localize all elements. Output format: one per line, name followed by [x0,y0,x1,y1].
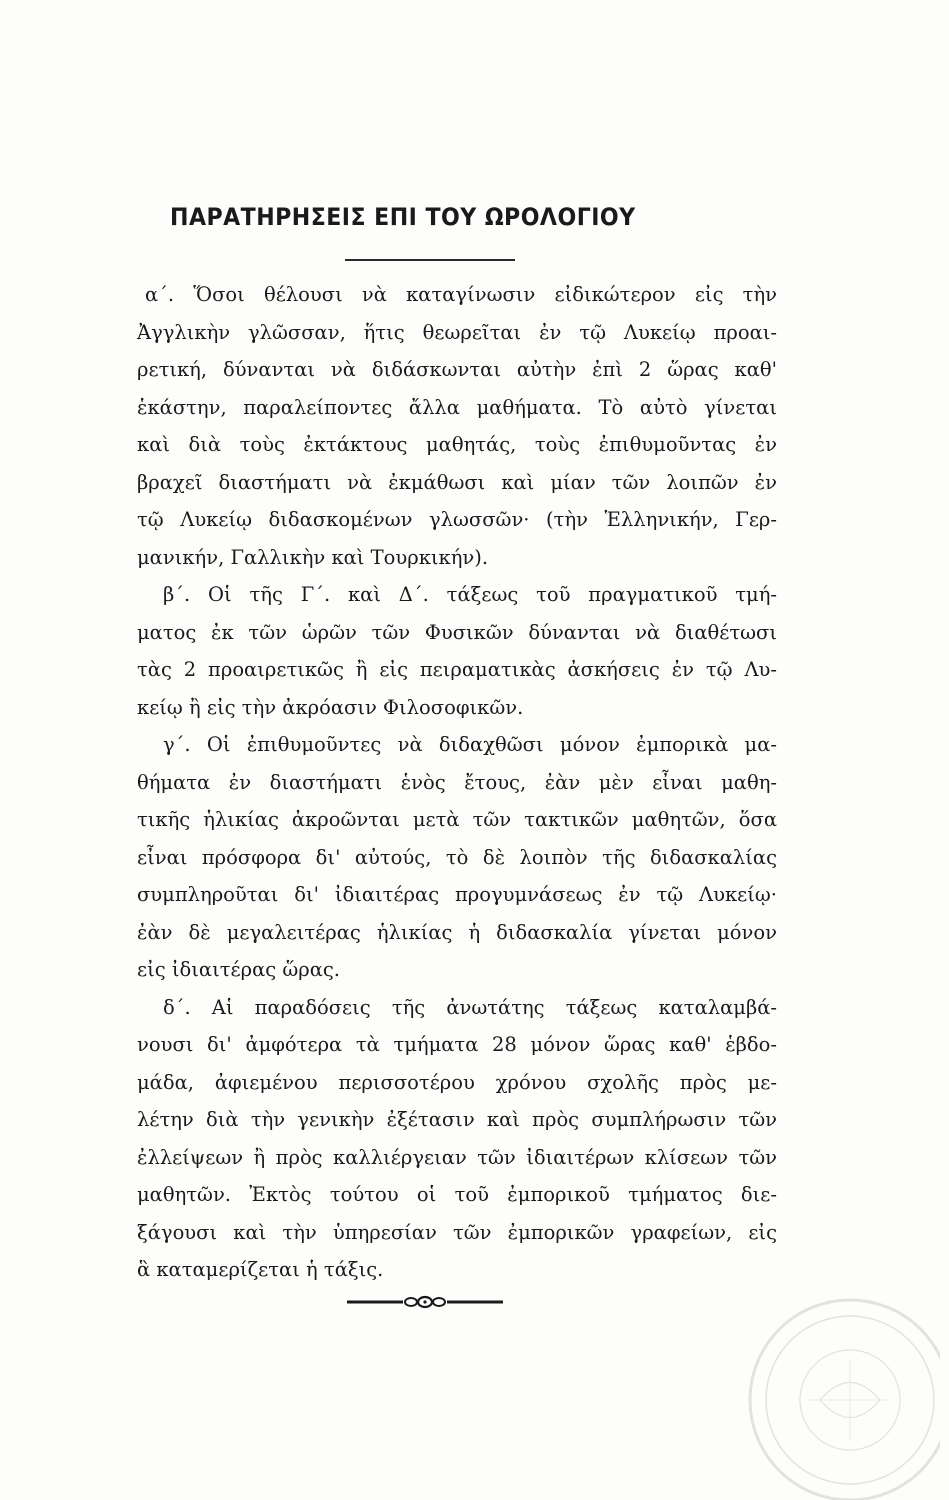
text-line: β΄. Οἱ τῆς Γ΄. καὶ Δ΄. τάξεως τοῦ πραγματικοῦ τμή- [163,583,777,606]
text-line: συμπληροῦται δι' ἰδιαιτέρας προγυμνάσεως ἐν τῷ Λυκείῳ· [137,883,777,906]
text-line: ἐὰν δὲ μεγαλειτέρας ἡλικίας ἡ διδασκαλία γίνεται μόνον [137,920,777,944]
text-line: ἑκάστην, παραλείποντες ἄλλα μαθήματα. Τὸ αὐτὸ γίνεται [137,395,777,419]
paragraph-alpha [137,276,777,576]
text-line: εἶναι πρόσφορα δι' αὐτούς, τὸ δὲ λοιπὸν τῆς διδασκαλίας [137,845,777,869]
text-line: τικῆς ἡλικίας ἀκροῶνται μετὰ τῶν τακτικῶν μαθητῶν, ὅσα [137,808,777,831]
library-seal-watermark [700,1270,940,1500]
title-rule [345,259,515,261]
text-line: δ΄. Αἱ παραδόσεις τῆς ἀνωτάτης τάξεως καταλαμβά- [163,995,777,1019]
text-line: εἰς ἰδιαιτέρας ὥρας. [137,958,341,981]
page-title: ΠΑΡΑΤΗΡΗΣΕΙΣ ΕΠΙ ΤΟΥ ΩΡΟΛΟΓΙΟΥ [170,203,636,231]
text-line: ἐλλείψεων ἢ πρὸς καλλιέργειαν τῶν ἰδιαιτέρων κλίσεων τῶν [137,1145,777,1169]
text-line: Ἀγγλικὴν γλῶσσαν, ἥτις θεωρεῖται ἐν τῷ Λυκείῳ προαι- [137,320,777,344]
text-line: ἃ καταμερίζεται ἡ τάξις. [137,1258,384,1281]
text-line: μανικήν, Γαλλικὴν καὶ Τουρκικήν). [137,545,489,569]
text-line: καὶ διὰ τοὺς ἐκτάκτους μαθητάς, τοὺς ἐπιθυμοῦντας ἐν [137,433,777,456]
text-line: α΄. Ὅσοι θέλουσι νὰ καταγίνωσιν εἰδικώτερον εἰς τὴν [145,283,777,306]
paragraph-gamma [137,726,777,989]
text-line: ξάγουσι καὶ τὴν ὑπηρεσίαν τῶν ἐμπορικῶν γραφείων, εἰς [137,1220,777,1244]
text-line: θήματα ἐν διαστήματι ἑνὸς ἔτους, ἐὰν μὲν εἶναι μαθη- [137,770,777,794]
text-line: ματος ἐκ τῶν ὡρῶν τῶν Φυσικῶν δύνανται νὰ διαθέτωσι [137,620,777,644]
text-line: λέτην διὰ τὴν γενικὴν ἐξέτασιν καὶ πρὸς συμπλήρωσιν τῶν [137,1108,777,1131]
paragraph-beta [137,576,777,726]
text-line: βραχεῖ διαστήματι νὰ ἐκμάθωσι καὶ μίαν τῶν λοιπῶν ἐν [137,470,777,494]
text-line: μαθητῶν. Ἐκτὸς τούτου οἱ τοῦ ἐμπορικοῦ τμήματος διε- [137,1183,777,1206]
paragraph-delta [137,989,777,1289]
text-line: γ΄. Οἱ ἐπιθυμοῦντες νὰ διδαχθῶσι μόνον ἐμπορικὰ μα- [163,733,777,756]
text-line: κείῳ ἢ εἰς τὴν ἀκρόασιν Φιλοσοφικῶν. [137,695,524,719]
text-line: νουσι δι' ἀμφότερα τὰ τμήματα 28 μόνον ὥρας καθ' ἑβδο- [137,1033,777,1056]
ornament-divider [345,1290,505,1314]
body-text [137,276,777,1289]
text-line: τῷ Λυκείῳ διδασκομένων γλωσσῶν· (τὴν Ἑλληνικήν, Γερ- [137,508,777,531]
text-line: τὰς 2 προαιρετικῶς ἢ εἰς πειραματικὰς ἀσκήσεις ἐν τῷ Λυ- [137,658,777,681]
text-line: μάδα, ἀφιεμένου περισσοτέρου χρόνου σχολῆς πρὸς με- [137,1070,777,1094]
text-line: ρετική, δύνανται νὰ διδάσκωνται αὐτὴν ἐπὶ 2 ὥρας καθ' [137,358,777,381]
